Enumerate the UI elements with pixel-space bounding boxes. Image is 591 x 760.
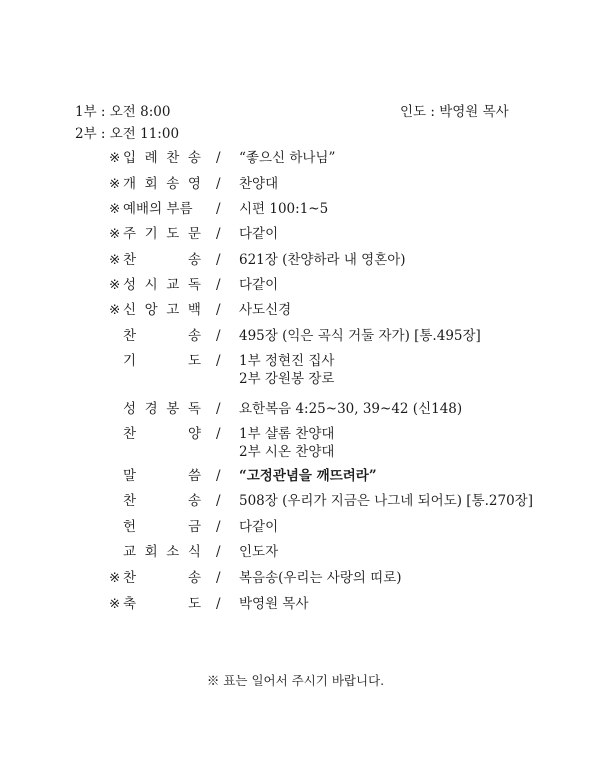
separator: / [216, 150, 221, 166]
worship-item [0, 152, 591, 172]
worship-item-name [123, 355, 201, 369]
worship-item-name [123, 178, 201, 192]
worship-item-name [123, 279, 201, 293]
worship-item-detail: 1부 샬롬 찬양대 [239, 426, 335, 442]
separator: / [216, 468, 221, 484]
worship-item [0, 598, 591, 618]
name-char: 소 [166, 544, 180, 560]
worship-item-detail: 사도신경 [239, 302, 292, 318]
name-char: 축 [123, 596, 137, 612]
worship-item [0, 470, 591, 490]
worship-item-name [123, 521, 201, 535]
worship-item [0, 330, 591, 350]
name-char: 교 [123, 544, 137, 560]
worship-item-detail: 찬양대 [239, 176, 279, 192]
worship-item [0, 546, 591, 566]
standing-mark: ※ [109, 596, 121, 612]
standing-mark: ※ [109, 176, 121, 192]
standing-mark: ※ [109, 570, 121, 586]
name-char: 도 [187, 353, 201, 369]
worship-item [0, 254, 591, 274]
separator: / [216, 519, 221, 535]
worship-item-detail: 시편 100:1~5 [239, 201, 329, 217]
name-char: 도 [166, 226, 180, 242]
worship-item-detail: 요한복음 4:25~30, 39~42 (신148) [239, 401, 463, 417]
worship-item-name [123, 572, 201, 586]
name-char: 입 [123, 150, 137, 166]
separator: / [216, 277, 221, 293]
name-char: 송 [187, 493, 201, 509]
worship-item-detail: 495장 (익은 곡식 거둘 자가) [통.495장] [239, 328, 481, 344]
separator: / [216, 226, 221, 242]
worship-item-detail: 621장 (찬양하라 내 영혼아) [239, 252, 406, 268]
standing-mark: ※ [109, 252, 121, 268]
worship-item-detail: “좋으신 하나님” [239, 150, 336, 166]
name-char: 봉 [166, 401, 180, 417]
name-char: 개 [123, 176, 137, 192]
name-char: 금 [187, 519, 201, 535]
separator: / [216, 302, 221, 318]
separator: / [216, 353, 221, 369]
worship-item [0, 203, 591, 223]
worship-item-name [123, 470, 201, 484]
name-char: 기 [144, 226, 158, 242]
standing-mark: ※ [109, 226, 121, 242]
name-char: 말 [123, 468, 137, 484]
separator: / [216, 570, 221, 586]
name-char: 헌 [123, 519, 137, 535]
name-char: 찬 [123, 570, 137, 586]
separator: / [216, 176, 221, 192]
name-char: 식 [187, 544, 201, 560]
standing-mark: ※ [109, 201, 121, 217]
name-char: 찬 [166, 150, 180, 166]
worship-item-detail: 다같이 [239, 277, 279, 293]
name-char: 교 [166, 277, 180, 293]
worship-item-name [123, 598, 201, 612]
worship-item-name [123, 152, 201, 166]
name-char: 찬 [123, 252, 137, 268]
name-char: 송 [187, 150, 201, 166]
name-char: 회 [144, 544, 158, 560]
standing-mark: ※ [109, 302, 121, 318]
name-char: 주 [123, 226, 137, 242]
name-char: 신 [123, 302, 137, 318]
worship-item-name [123, 403, 201, 417]
name-char: 씀 [187, 468, 201, 484]
worship-item [0, 572, 591, 592]
worship-item-detail: 1부 정현진 집사 [239, 353, 335, 369]
name-char: 고 [166, 302, 180, 318]
standing-footnote: ※ 표는 일어서 주시기 바랍니다. [206, 673, 385, 688]
worship-item-name [123, 254, 201, 268]
worship-item [0, 304, 591, 324]
standing-mark: ※ [109, 277, 121, 293]
name-char: 독 [187, 277, 201, 293]
worship-item [0, 228, 591, 248]
worship-item-detail-2: 2부 강원봉 장로 [239, 371, 335, 387]
worship-item-name [123, 546, 201, 560]
name-char: 백 [187, 302, 201, 318]
worship-item-detail-2: 2부 시온 찬양대 [239, 444, 335, 460]
separator: / [216, 328, 221, 344]
worship-item-name [123, 304, 201, 318]
name-char: 성 [123, 401, 137, 417]
separator: / [216, 201, 221, 217]
separator: / [216, 401, 221, 417]
worship-item-detail: 인도자 [239, 544, 279, 560]
name-char: 송 [166, 176, 180, 192]
worship-item [0, 178, 591, 198]
name-char: 양 [187, 426, 201, 442]
worship-item-detail: 박영원 목사 [239, 596, 309, 612]
worship-item-detail: 다같이 [239, 226, 279, 242]
separator: / [216, 493, 221, 509]
name-char: 기 [123, 353, 137, 369]
name-char: 찬 [123, 426, 137, 442]
separator: / [216, 544, 221, 560]
separator: / [216, 252, 221, 268]
name-char: 송 [187, 328, 201, 344]
name-char: 찬 [123, 328, 137, 344]
worship-item-detail: 다같이 [239, 519, 279, 535]
worship-item-name [123, 330, 201, 344]
name-char: 송 [187, 570, 201, 586]
name-char: 회 [144, 176, 158, 192]
service-time-1: 1부 : 오전 8:00 [75, 104, 171, 120]
name-char: 독 [187, 401, 201, 417]
name-char: 도 [187, 596, 201, 612]
name-char: 례 [144, 150, 158, 166]
worship-leader: 인도 : 박영원 목사 [400, 104, 509, 120]
worship-item-name [123, 428, 201, 442]
worship-item [0, 279, 591, 299]
name-char: 시 [144, 277, 158, 293]
name-char: 문 [187, 226, 201, 242]
separator: / [216, 426, 221, 442]
name-char: 영 [187, 176, 201, 192]
name-char: 송 [187, 252, 201, 268]
worship-item-detail: 508장 (우리가 지금은 나그네 되어도) [통.270장] [239, 493, 533, 509]
name-char: 경 [144, 401, 158, 417]
name-char: 앙 [144, 302, 158, 318]
worship-item [0, 521, 591, 541]
service-time-2: 2부 : 오전 11:00 [75, 126, 180, 142]
worship-item [0, 426, 591, 460]
worship-item-detail: 복음송(우리는 사랑의 띠로) [239, 570, 402, 586]
worship-item-name [123, 495, 201, 509]
name-char: 성 [123, 277, 137, 293]
worship-item [0, 353, 591, 387]
worship-item-detail: “고정관념을 깨뜨려라” [239, 468, 377, 484]
standing-mark: ※ [109, 150, 121, 166]
name-char: 찬 [123, 493, 137, 509]
worship-item [0, 495, 591, 515]
worship-item [0, 403, 591, 423]
separator: / [216, 596, 221, 612]
worship-item-name [123, 228, 201, 242]
worship-item-name: 예배의 부름 [123, 201, 193, 217]
